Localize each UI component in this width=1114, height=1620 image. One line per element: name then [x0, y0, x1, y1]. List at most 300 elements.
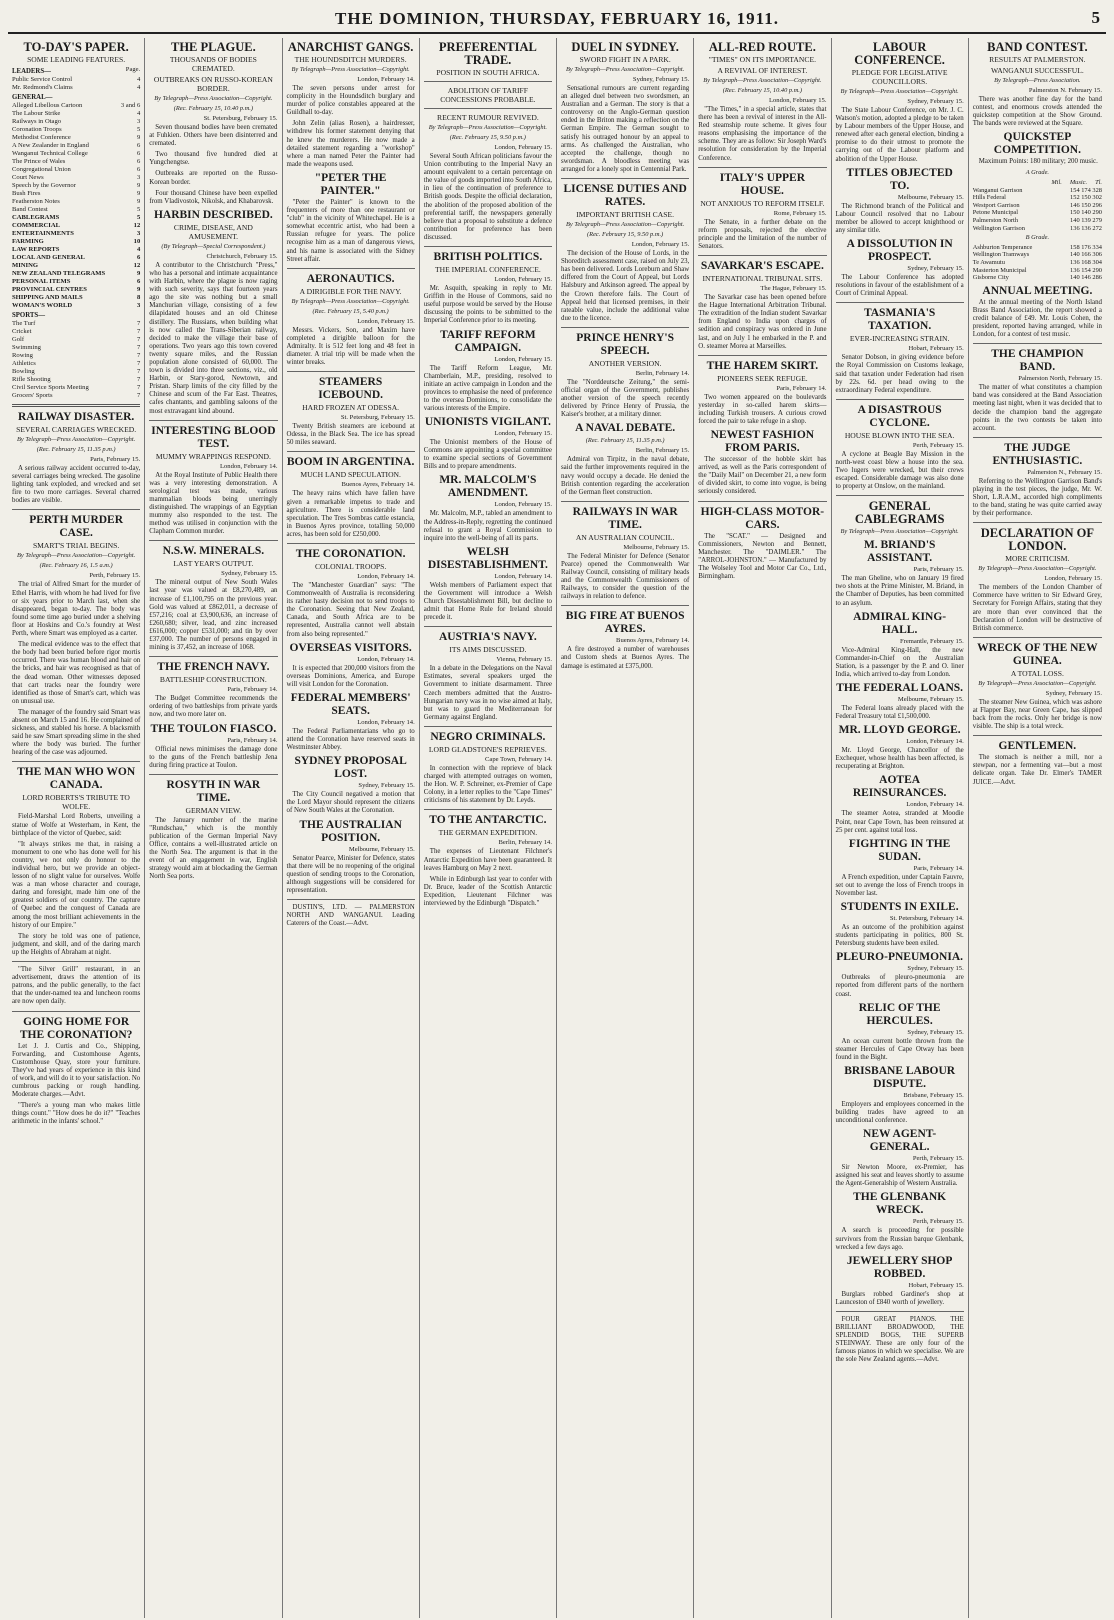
advertisement-text: "The Silver Grill" restaurant, in an advertisement, draws the attention of its patrons, and the public generally, to the fact that the under-named tea and luncheon rooms are now open daily.	[12, 966, 141, 1006]
received-line: (Rec. February 15, 11.35 p.m.)	[36, 446, 116, 453]
index-list	[12, 66, 140, 400]
headline: N.S.W. MINERALS.	[162, 545, 265, 558]
columns	[8, 38, 1106, 1618]
divider	[149, 656, 277, 657]
subheading: AN AUSTRALIAN COUNCIL.	[575, 532, 675, 542]
subheading: RECENT RUMOUR REVIVED.	[437, 113, 539, 122]
index-entry-title: Speech by the Governor	[12, 182, 76, 189]
article-text: An ocean current bottle thrown from the steamer Hercules of Cape Otway has been found in the Bight.	[835, 1037, 964, 1061]
article-text: The trial of Alfred Smart for the murder of Ethel Harris, with whom he had lived for five or six years prior to March last, when she disappeared, began to-day. The body was found some time ago buried under a shelving floor at Hoskins and Co.'s foundry at West Perth, where Smart was employed as a carter.	[12, 581, 141, 638]
index-entry-title: Cricket	[12, 328, 32, 335]
index-entry	[12, 294, 140, 302]
divider	[836, 495, 964, 496]
index-entry	[12, 384, 140, 392]
dateline: London, February 14.	[357, 718, 415, 726]
article-text: A cyclone at Beagle Bay Mission in the north-west coast blew a house into the sea. Two lugers were wrecked, but their crews escaped. Considerable damage was also done to property at Onslow, on the mainland.	[835, 450, 964, 491]
subheading: OUTBREAKS ON RUSSO-KOREAN BORDER.	[153, 75, 273, 93]
divider	[287, 268, 415, 269]
headline: THE PLAGUE.	[171, 40, 256, 54]
divider	[561, 605, 689, 606]
article-text: The Richmond branch of the Political and Labour Council resolved that no Labour member be allowed to accept knighthood or any similar title.	[835, 202, 964, 234]
index-entry-page: 6	[136, 278, 141, 285]
subheading: IMPORTANT BRITISH CASE.	[576, 210, 674, 220]
headline: NEWEST FASHION FROM PARIS.	[710, 429, 815, 455]
byline: By Telegraph—Press Association—Copyright.	[566, 221, 685, 229]
headline: RAILWAYS IN WAR TIME.	[572, 505, 678, 531]
column-7	[832, 38, 969, 1618]
headline: ANARCHIST GANGS.	[287, 40, 414, 54]
index-entry-page: 6	[136, 150, 141, 157]
article-text: The Savarkar case has been opened before the Hague International Arbitration Tribunal. The extradition of the Indian student Savarkar from England to India upon charges of sedition and conspiracy was ordered in June last, and on July 1 he embarked in the P. and O. steamer Morea at Marseilles.	[698, 294, 827, 350]
article-text: The "Manchester Guardian" says: "The Commonwealth of Australia is reconsidering its rather hasty decision not to send troops to the Coronation. Seeing that New Zealand, Canada, and South Africa are to be represented, Australia cannot well abstain from also being represented."	[286, 582, 415, 638]
headline: THE CHAMPION BAND.	[991, 348, 1084, 374]
index-entry-title: Grocers' Sports	[12, 392, 53, 399]
band-name: Gisborne City	[972, 274, 1009, 282]
article-text: Employers and employees concerned in the building trades have agreed to an unconditional conference.	[835, 1100, 964, 1125]
index-entry-title: Rifle Shooting	[12, 376, 51, 383]
subheading: ITS AIMS DISCUSSED.	[449, 645, 527, 655]
article-text: Sir Newton Moore, ex-Premier, has assigned his seat and leaves shortly to assume the Agent-Generalship of Western Australia.	[835, 1164, 964, 1188]
index-entry	[12, 352, 140, 360]
subheading: CRIME, DISEASE, AND AMUSEMENT.	[173, 222, 253, 241]
received-line: (Rec. February 15, 10.40 p.m.)	[173, 105, 254, 112]
index-entry-page: 7	[136, 336, 141, 343]
headline: NEGRO CRIMINALS.	[430, 730, 546, 743]
headline: WELSH DISESTABLISHMENT.	[427, 545, 548, 571]
subheading: POSITION IN SOUTH AFRICA.	[436, 68, 540, 77]
index-entry-page: 9	[136, 286, 141, 293]
index-entry	[12, 126, 140, 134]
index-entry	[12, 118, 140, 126]
index-entry	[12, 206, 140, 214]
index-general	[12, 102, 140, 214]
headline: ANNUAL MEETING.	[982, 284, 1093, 297]
subheading: BATTLESHIP CONSTRUCTION.	[159, 675, 267, 685]
headline: BOOM IN ARGENTINA.	[286, 456, 415, 469]
band-name: Masterton Municipal	[972, 266, 1027, 274]
index-entry-title: COMMERCIAL	[12, 222, 60, 229]
index-entry	[12, 262, 140, 270]
headline: MR. LLOYD GEORGE.	[838, 724, 961, 737]
results-header: Mil. Music. Tl.	[1051, 179, 1102, 187]
index-entry	[12, 246, 140, 254]
divider	[424, 81, 552, 82]
advertisement-text: Let J. J. Curtis and Co., Shipping, Forwarding, and Customhouse Agents, Customhouse Quay, store your furniture. They've had years of experience in this kind of work, and will do it to your satisfaction. No cumbrous packing or rough handling. Moderate charges.—Advt.	[12, 1042, 141, 1099]
index-entry-page: 8	[136, 294, 141, 301]
headline: AUSTRIA'S NAVY.	[438, 631, 537, 644]
dateline: London, February 14.	[219, 462, 278, 470]
article-text: The "Norddeutsche Zeitung," the semi-official organ of the Government, publishes another version of the speech recently delivered by Prince Henry of Prussia, the Kaiser's brother, at a military dinner.	[561, 378, 690, 419]
grade-b-results	[973, 244, 1102, 282]
index-entry-page: 3	[136, 118, 141, 125]
article-text: Mr. Malcolm, M.P., tabled an amendment to the Address-in-Reply, regretting the continued refusal to grant a Royal Commission to inquire into the well-being of all its parts.	[423, 510, 552, 542]
index-entry-title: Golf	[12, 336, 25, 343]
article-text: A search is proceeding for possible survivors from the Russian barque Glenbank, wrecked a few days ago.	[835, 1227, 964, 1251]
dateline: Berlin, February 14.	[498, 839, 552, 847]
headline: UNIONISTS VIGILANT.	[424, 416, 551, 429]
subheading: A REVIVAL OF INTEREST.	[717, 66, 808, 75]
article-text: As an outcome of the prohibition against students participating in politics, 800 St. Petersburg students have been exiled.	[835, 924, 964, 948]
subheading: MUCH LAND SPECULATION.	[300, 470, 401, 480]
received-line: (Rec. February 15, 10.40 p.m.)	[722, 87, 803, 94]
result-row	[973, 217, 1102, 225]
article-text: The Senate, in a further debate on the reform proposals, rejected the elective principle and the limitation of the number of Senators.	[698, 218, 827, 250]
article-text: While in Edinburgh last year to confer with Dr. Bruce, leader of the Scottish Antarctic Expedition, Lieutenant Filchner was interviewed by the Edinburgh "Dispatch."	[423, 875, 552, 907]
dateline: Paris, February 14.	[913, 864, 964, 872]
dateline: Sydney, February 15.	[907, 265, 964, 273]
dateline: London, February 15.	[1044, 575, 1102, 583]
index-entry-page: 3	[136, 230, 141, 237]
index-entry	[12, 134, 140, 142]
byline: By Telegraph—Press Association—Copyright.	[566, 66, 685, 73]
article-text: The State Labour Conference, on Mr. J. C. Watson's motion, adopted a pledge to be taken by Labour members of the Upper House, and renewed after each general election, binding a promise to do their utmost to promote the carrying out of the Labour platform and abolition of the Upper House.	[835, 107, 964, 163]
headline: THE FRENCH NAVY.	[157, 661, 270, 674]
headline: GENERAL CABLEGRAMS	[854, 499, 945, 527]
index-entry-title: WOMAN'S WORLD	[12, 302, 73, 309]
headline: RAILWAY DISASTER.	[17, 411, 135, 423]
index-entry	[12, 214, 140, 222]
article-text: Seven thousand bodies have been cremated at Fuhkien. Others have been disinterred and cremated.	[149, 124, 278, 148]
article-text: Several South African politicians favour the Union contributing to the Imperial Navy an amount equivalent to a certain percentage on the value of goods imported into South Africa, in lieu of the continuation of preference to British goods. Despite the official declaration, the abolition of the proposed abolition of the preferential tariff, the newspapers generally believe that a proposal to substitute a defence contribution for preference has been discussed.	[423, 153, 552, 241]
dateline: London, February 14.	[906, 738, 964, 746]
index-entry-title: Congregational Union	[12, 166, 71, 173]
index-entry-page: 5	[136, 214, 141, 221]
index-entry	[12, 368, 140, 376]
index-leaders-header: LEADERS— Page.	[12, 66, 141, 75]
dateline: Sydney, February 15.	[632, 76, 690, 83]
subheading: SEVERAL CARRIAGES WRECKED.	[16, 425, 137, 434]
index-entry	[12, 336, 140, 344]
article-text: "The Times," in a special article, states that there has been a revival of interest in the All-Red steamship route scheme. It gives four reasons emphasising the importance of the scheme. They are as follow: Sir Joseph Ward's resolution for consideration by the Imperial Conference.	[698, 106, 827, 162]
article-text: The matter of what constitutes a champion band was considered at the Band Association meeting last night, when it was decided that to decide the champion band the aggregate points in the two contests be taken into account.	[972, 384, 1102, 432]
headline: THE GLENBANK WRECK.	[853, 1191, 947, 1217]
dateline: Paris, February 15.	[90, 456, 141, 463]
index-entry	[12, 360, 140, 368]
index-entry-title: SHIPPING AND MAILS	[12, 294, 83, 301]
headline: LABOUR CONFERENCE.	[854, 40, 945, 67]
byline: By Telegraph—Press Association—Copyright.	[840, 528, 959, 536]
dateline: Paris, February 15.	[913, 566, 964, 574]
index-entry-title: ENTERTAINMENTS	[12, 230, 74, 237]
index-entry-title: NEW ZEALAND TELEGRAMS	[12, 270, 106, 277]
result-row	[973, 244, 1102, 252]
dateline: Palmerston N., February 15.	[1027, 468, 1102, 476]
subheading: GERMAN VIEW.	[185, 805, 242, 815]
dateline: Paris, February 14.	[227, 686, 278, 694]
dateline: St. Petersburg, February 14.	[889, 915, 964, 923]
index-entry-title: Featherston Notes	[12, 198, 60, 205]
article-text: Twenty British steamers are icebound at Odessa, in the Black Sea. The ice has spread 50 miles seaward.	[286, 423, 415, 447]
band-name: Petone Municipal	[972, 209, 1019, 217]
index-entry-page: 3 and 6	[120, 102, 141, 109]
masthead-title: THE DOMINION, THURSDAY, FEBRUARY 16, 1911.	[335, 9, 779, 28]
index-entry	[12, 376, 140, 384]
index-sports	[12, 320, 140, 400]
article-text: A French expedition, under Captain Fauvre, set out to avenge the loss of French troops in November last.	[835, 873, 964, 897]
dateline: Hobart, February 15.	[908, 345, 964, 353]
article-text: The Tariff Reform League, Mr. Chamberlain, M.P., presiding, resolved to initiate an active campaign in London and the provinces to emphasise the need of preference to the oversea Dominions, to consolidate the various interests of the Empire.	[423, 364, 552, 412]
index-subtitle: SOME LEADING FEATURES.	[27, 55, 126, 64]
index-entry-page: 4	[136, 76, 141, 83]
subheading: MUMMY WRAPPINGS RESPOND.	[155, 451, 271, 461]
subheading: PIONEERS SEEK REFUGE.	[717, 373, 808, 383]
article-text: Messrs. Vickers, Son, and Maxim have completed a dirigible balloon for the Admiralty. It is 512 feet long and 48 feet in diameter. A trial trip will be made when the winter breaks.	[286, 326, 415, 367]
band-scores: 136 136 272	[1070, 224, 1102, 232]
headline: A DISASTROUS CYCLONE.	[857, 403, 942, 429]
index-entry	[12, 238, 140, 246]
byline: By Telegraph—Press Association—Copyright.	[840, 88, 959, 95]
article-text: Outbreaks are reported on the Russo-Korean border.	[149, 170, 278, 186]
index-entry-title: Court News	[12, 174, 44, 181]
divider	[12, 509, 140, 510]
subheading: THE HOUNDSDITCH MURDERS.	[294, 55, 407, 64]
result-row	[973, 202, 1102, 210]
received-line: (Rec. February 16, 1.5 a.m.)	[39, 562, 113, 570]
article-text: The Federal Minister for Defence (Senator Pearce) opened the Commonwealth War Railway Council, consisting of military heads and the Commonwealth Commissioners of Railways, to consider the question of the railways in relation to defence.	[561, 552, 690, 601]
divider	[12, 1011, 140, 1012]
subheading: A DIRIGIBLE FOR THE NAVY.	[299, 286, 402, 296]
band-name: Westport Garrison	[972, 201, 1020, 209]
subheading: LORD GLADSTONE'S REPRIEVES.	[428, 744, 547, 754]
byline: By Telegraph—Press Association—Copyright.	[291, 66, 410, 73]
article-text: The medical evidence was to the effect that the body had been buried before rigor mortis occurred. There was human blood and hair on the bricks, and hair was recognised as that of the dead woman. Other witnesses deposed that cart tracks near the foundry were identified as those of Smart's cart, which was on unusual use.	[12, 641, 141, 705]
index-entry-page: 6	[136, 158, 141, 165]
dateline: London, February 14.	[357, 655, 415, 663]
result-row	[973, 267, 1102, 275]
index-entry-title: CABLEGRAMS	[12, 214, 60, 221]
dateline: Rome, February 15.	[773, 209, 827, 217]
article-text: The City Council negatived a motion that the Lord Mayor should represent the citizens of New South Wales at the Coronation.	[286, 791, 415, 815]
divider	[287, 451, 415, 452]
subheading: COLONIAL TROOPS.	[314, 562, 387, 571]
headline: PERTH MURDER CASE.	[29, 514, 124, 540]
result-row	[973, 187, 1102, 195]
dateline: Sydney, February 15.	[907, 98, 964, 105]
index-entry-page: 9	[136, 182, 141, 189]
divider	[424, 809, 552, 810]
index-entry-title: FARMING	[12, 238, 44, 245]
received-line: (Rec. February 15, 9.50 p.m.)	[587, 231, 664, 239]
dateline: London, February 14.	[906, 801, 964, 809]
index-entry-page: 7	[136, 344, 141, 351]
article-text: The decision of the House of Lords, in the Shoreditch assessment case, raised on July 23, has been delivered. Lords Loreburn and Shaw differed from the Court of Appeal, but Lords Halsbury and Atkinson agreed. The appeal by the Crown therefore fails. The Court of Appeal held that licensed premises, in their rateable value, include the additional value due to the licence.	[561, 250, 690, 322]
subheading: THOUSANDS OF BODIES CREMATED.	[169, 55, 257, 73]
band-name: Wanganui Garrison	[972, 186, 1023, 194]
index-entry-page: 9	[136, 270, 141, 277]
headline: A NAVAL DEBATE.	[575, 422, 676, 435]
masthead	[8, 6, 1106, 34]
headline: PLEURO-PNEUMONIA.	[836, 951, 964, 964]
dateline: Paris, February 14.	[227, 736, 278, 744]
dateline: Palmerston North, February 15.	[1018, 375, 1102, 383]
dateline: Vienna, February 15.	[496, 656, 552, 664]
index-entry	[12, 102, 140, 110]
index-entry	[12, 286, 140, 294]
dateline: London, February 15.	[494, 430, 552, 438]
headline: THE HAREM SKIRT.	[706, 359, 819, 372]
index-entry-page: 9	[136, 198, 141, 205]
index-entry	[12, 150, 140, 158]
dateline: Perth, February 15.	[912, 1155, 964, 1163]
result-row	[973, 209, 1102, 217]
index-entry-title: MINING	[12, 262, 39, 269]
article-text: Welsh members of Parliament expect that the Government will introduce a Welsh Church Disestablishment Bill, but decline to admit that Home Rule for Ireland should precede it.	[423, 581, 552, 622]
dateline: Berlin, February 14.	[635, 369, 690, 377]
article-text: Maximum Points: 180 military; 200 music.	[978, 158, 1098, 166]
dateline: London, February 15.	[494, 276, 552, 284]
divider	[12, 761, 140, 762]
index-entry-title: Alleged Libellous Cartoon	[12, 102, 83, 109]
index-entry-title: Bush Fires	[12, 190, 41, 197]
headline: AOTEA REINSURANCES.	[852, 774, 947, 800]
index-entry	[12, 84, 140, 92]
index-entry	[12, 110, 140, 118]
headline: BAND CONTEST.	[987, 40, 1088, 54]
index-entry	[12, 190, 140, 198]
index-entry	[12, 142, 140, 150]
index-sections	[12, 214, 140, 310]
dateline: Sydney, February 15.	[221, 570, 278, 578]
advertisement-text: DUSTIN'S, LTD. — PALMERSTON NORTH AND WANGANUI. Leading Caterers of the Coast.—Advt.	[286, 903, 415, 928]
index-entry-title: The Labour Strike	[12, 110, 61, 117]
divider	[424, 108, 552, 109]
dateline: Melbourne, February 15.	[348, 845, 415, 853]
headline: QUICKSTEP COMPETITION.	[993, 131, 1081, 157]
headline: TARIFF REFORM CAMPAIGN.	[440, 328, 536, 354]
article-text: The steamer Aotea, stranded at Moodie Point, near Cape Town, has been reinsured at 25 per cent. against total loss.	[835, 810, 964, 834]
article-text: The members of the London Chamber of Commerce have written to Sir Edward Grey, Secretary for Foreign Affairs, stating that they are more than ever convinced that the Declaration of London will be destructive of British commerce.	[972, 584, 1102, 632]
article-text: Mr. Asquith, speaking in reply to Mr. Griffith in the House of Commons, said no useful purpose would be served by the House discussing the points to be submitted to the Imperial Conference prior to its meeting.	[423, 285, 552, 325]
index-entry-title: A New Zealander in England	[12, 142, 89, 149]
subheading: HARD FROZEN AT ODESSA.	[302, 403, 400, 413]
index-entry-page: 6	[136, 166, 141, 173]
divider	[424, 246, 552, 247]
band-scores: 150 140 290	[1070, 209, 1102, 217]
column-8	[969, 38, 1106, 1618]
dateline: Melbourne, February 15.	[897, 193, 964, 201]
index-entry-title: Bowling	[12, 368, 35, 375]
band-scores: 152 150 302	[1070, 194, 1102, 202]
headline: BIG FIRE AT BUENOS AYRES.	[565, 610, 685, 636]
index-entry-page: 9	[136, 134, 141, 141]
dateline: London, February 14.	[494, 572, 552, 580]
index-entry	[12, 76, 140, 84]
divider	[424, 726, 552, 727]
band-name: Wellington Tramways	[972, 251, 1030, 259]
subheading: LORD ROBERTS'S TRIBUTE TO WOLFE.	[22, 793, 130, 812]
subheading: HOUSE BLOWN INTO THE SEA.	[844, 430, 955, 440]
band-name: Hills Federal	[972, 194, 1006, 202]
subheading: "TIMES" ON ITS IMPORTANCE.	[708, 55, 816, 64]
headline: INTERESTING BLOOD TEST.	[151, 424, 276, 450]
divider	[973, 343, 1102, 344]
dateline: St. Petersburg, February 15.	[203, 115, 278, 122]
index-entry-title: Coronation Troops	[12, 126, 62, 133]
band-name: Ashburton Temperance	[972, 243, 1033, 251]
article-text: The expenses of Lieutenant Filchner's Antarctic Expedition have been guaranteed. It leaves Hamburg on May 2 next.	[423, 848, 552, 872]
article-text: "There's a young man who makes little things count." "How does he do it?" "Teaches arithmetic in the infants' school."	[12, 1102, 141, 1126]
headline: HARBIN DESCRIBED.	[153, 208, 273, 221]
dateline: Christchurch, February 15.	[206, 252, 278, 260]
dateline: Brisbane, February 15.	[903, 1091, 964, 1099]
band-scores: 154 174 328	[1070, 186, 1102, 194]
dateline: Paris, February 14.	[776, 384, 827, 392]
divider	[698, 355, 826, 356]
index-entry-title: PERSONAL ITEMS	[12, 278, 71, 285]
subheading: PLEDGE FOR LEGISLATIVE COUNCILLORS.	[851, 68, 948, 86]
headline: BRISBANE LABOUR DISPUTE.	[844, 1064, 956, 1090]
divider	[12, 961, 140, 962]
headline: NEW AGENT-GENERAL.	[863, 1128, 937, 1154]
divider	[698, 255, 826, 256]
index-entry-title: Methodist Conference	[12, 134, 71, 141]
divider	[836, 302, 964, 303]
headline: ROSYTH IN WAR TIME.	[166, 778, 261, 804]
index-entry	[12, 392, 140, 400]
dateline: London, February 15.	[494, 355, 552, 363]
subheading: INTERNATIONAL TRIBUNAL SITS.	[702, 274, 823, 284]
index-entry-title: The Prince of Wales	[12, 158, 66, 165]
divider	[973, 637, 1102, 638]
dateline: Fremantle, February 15.	[900, 637, 964, 645]
index-leaders	[12, 76, 140, 92]
subheading: LAST YEAR'S OUTPUT.	[173, 559, 254, 569]
index-entry	[12, 174, 140, 182]
index-entry-title: PROVINCIAL CENTRES	[12, 286, 87, 293]
divider	[287, 543, 415, 544]
index-entry-title: Wanganui Technical College	[12, 150, 88, 157]
index-sports-header: SPORTS—	[12, 312, 45, 319]
headline: WRECK OF THE NEW GUINEA.	[977, 641, 1098, 667]
dateline: Perth, February 15.	[89, 572, 141, 580]
article-text: The steamer New Guinea, which was ashore at Flapper Bay, near Green Cape, has slipped back from the rocks. Only her bridge is now visible. The ship is a total wreck.	[972, 698, 1102, 731]
subheading: RESULTS AT PALMERSTON.	[989, 55, 1086, 64]
headline: GENTLEMEN.	[998, 740, 1077, 753]
band-scores: 140 139 279	[1070, 217, 1102, 225]
index-entry	[12, 320, 140, 328]
dateline: London, February 15.	[768, 97, 827, 104]
headline: DUEL IN SYDNEY.	[571, 40, 679, 54]
headline: RELIC OF THE HERCULES.	[858, 1001, 941, 1027]
divider	[149, 540, 277, 541]
index-entry-page: 6	[136, 254, 141, 261]
article-text: Senator Pearce, Minister for Defence, states that there will be no reopening of the original question of sending troops to the Coronation, although suggestions will be considered for representation.	[286, 854, 415, 894]
column-6	[694, 38, 831, 1618]
article-text: Vice-Admiral King-Hall, the new Commander-in-Chief on the Australian Station, is a passenger by the P. and O. liner India, which arrived to-day from London.	[835, 646, 964, 678]
results-table	[973, 169, 1102, 281]
divider	[12, 404, 140, 407]
headline: FEDERAL MEMBERS' SEATS.	[290, 691, 411, 717]
article-text: At the annual meeting of the North Island Brass Band Association, the report showed a credit balance of £49. Mr. Louis Cohen, the president, reported having arranged, while in London, for a contest of test music.	[972, 298, 1102, 339]
column-2	[145, 38, 282, 1618]
divider	[973, 437, 1102, 438]
article-text: The heavy rains which have fallen have given a remarkable impetus to trade and agriculture. There is considerable land speculation. The Tres Sombras cattle estancia, in Buenos Ayres province, totalling 50,000 acres, has been sold for £250,000.	[286, 490, 415, 538]
index-entry	[12, 278, 140, 286]
divider	[424, 626, 552, 627]
article-text: The successor of the hobble skirt has arrived, as well as the Paris correspondent of the "Daily Mail" on December 21, a new form of divided skirt, to come into vogue, is being seriously considered.	[698, 456, 827, 496]
article-text: The Federal loans already placed with the Federal Treasury total £1,500,000.	[835, 705, 964, 721]
byline: By Telegraph—Press Association—Copyright.	[291, 297, 410, 305]
headline: TO THE ANTARCTIC.	[429, 814, 547, 827]
byline: (By Telegraph—Special Correspondent.)	[161, 242, 266, 250]
index-entry	[12, 198, 140, 206]
article-text: Burglars robbed Gardiner's shop at Launceston of £840 worth of jewellery.	[835, 1290, 964, 1306]
index-entry-page: 7	[136, 392, 141, 399]
index-entry-page: 3	[136, 174, 141, 181]
page-number: 5	[1091, 8, 1100, 27]
article-text: The manager of the foundry said Smart was absent on March 15 and 16. He complained of sickness, and stabled his horse. A blacksmith said he saw Smart spreading slime in the shed where the body was buried. The further hearing of the case was adjourned.	[12, 708, 141, 757]
index-entry-page: 7	[136, 320, 141, 327]
